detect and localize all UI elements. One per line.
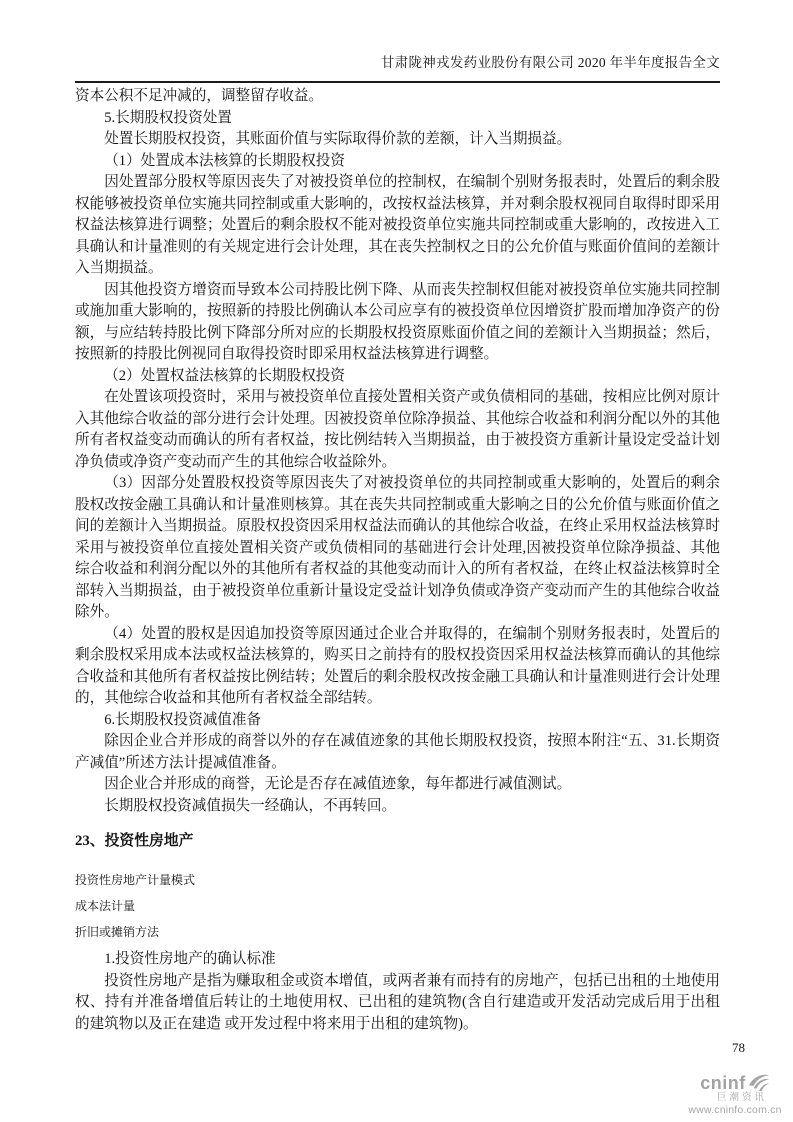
cost-method-label: 成本法计量 [75, 899, 136, 913]
cninfo-logo-watermark [680, 1074, 790, 1117]
depreciation-method-label: 折旧或摊销方法 [75, 925, 160, 939]
paragraph: 投资性房地产是指为赚取租金或资本增值，或两者兼有而持有的房地产，包括已出租的土地使用权、持有并准备增值后转让的土地使用权、已出租的建筑物(含自行建造或开发活动完成后用于出租的建筑物以及正在建造 或开发过程中将来用于出租的建筑物)。 [75, 972, 720, 1032]
paragraph: 因处置部分股权等原因丧失了对被投资单位的控制权，在编制个别财务报表时，处置后的剩余股权能够被投资单位实施共同控制或重大影响的，改按权益法核算，并对剩余股权视同自取得时即采用权益法核算进行调整；处置后的剩余股权不能对被投资单位实施共同控制或重大影响的，改按进入工具确认和计量准则的有关规定进行会计处理，其在丧失控制权之日的公允价值与账面价值间的差额计入当期损益。 [75, 174, 720, 276]
measurement-mode-label: 投资性房地产计量模式 [75, 873, 196, 887]
page-body [75, 86, 720, 1035]
cninfo-brand-text: cninf [700, 1073, 746, 1093]
paragraph: 因其他投资方增资而导致本公司持股比例下降、从而丧失控制权但能对被投资单位实施共同控制或施加重大影响的，按照新的持股比例确认本公司应享有的被投资单位因增资扩股而增加净资产的份额，与应结转持股比例下降部分所对应的长期股权投资原账面价值之间的差额计入当期损益；然后，按照新的持股比例视同自取得投资时即采用权益法核算进行调整。 [75, 281, 720, 362]
header-title: 甘肃陇神戎发药业股份有限公司 2020 年半年度报告全文 [75, 54, 720, 83]
subheading-6-impairment: 6.长期股权投资减值准备 [104, 711, 262, 728]
paragraph: 资本公积不足冲减的，调整留存收益。 [75, 88, 324, 104]
subheading-2-equity-method: （2）处置权益法核算的长期股权投资 [104, 367, 345, 384]
cninfo-swirl-icon [747, 1073, 770, 1092]
subheading-1-recognition: 1.投资性房地产的确认标准 [104, 951, 276, 967]
paragraph: （4）处置的股权是因追加投资等原因通过企业合并取得的，在编制个别财务报表时，处置后的剩余股权采用成本法或权益法核算的，购买日之前持有的股权投资因采用权益法核算而确认的其他综合收益和其他所有者权益按比例结转；处置后的剩余股权改按金融工具确认和计量准则进行会计处理的，其他综合收益和其他所有者权益全部结转。 [75, 625, 720, 706]
paragraph: 除因企业合并形成的商誉以外的存在减值迹象的其他长期股权投资，按照本附注“五、31.长期资产减值”所述方法计提减值准备。 [75, 733, 720, 771]
subheading-1-cost-method: （1）处置成本法核算的长期股权投资 [104, 152, 345, 169]
paragraph: 长期股权投资减值损失一经确认，不再转回。 [104, 797, 397, 814]
paragraph: 在处置该项投资时，采用与被投资单位直接处置相关资产或负债相同的基础，按相应比例对原计入其他综合收益的部分进行会计处理。因被投资单位除净损益、其他综合收益和利润分配以外的其他所有者权益变动而确认的所有者权益，按比例结转入当期损益，由于被投资方重新计量设定受益计划净负债或净资产变动而产生的其他综合收益除外。 [75, 389, 720, 470]
paragraph: 处置长期股权投资，其账面价值与实际取得价款的差额，计入当期损益。 [104, 131, 572, 147]
cninfo-chinese-name: 巨潮资讯 [716, 1092, 767, 1103]
page-header [75, 0, 720, 83]
cninfo-url: www.cninfo.com.cn [688, 1104, 782, 1116]
cninfo-brand-row [680, 1074, 790, 1092]
subheading-5-disposal: 5.长期股权投资处置 [104, 109, 232, 126]
section-heading-23-investment-property: 23、投资性房地产 [75, 833, 194, 849]
paragraph: （3）因部分处置股权投资等原因丧失了对被投资单位的共同控制或重大影响的，处置后的剩余股权改按金融工具确认和计量准则核算。其在丧失共同控制或重大影响之日的公允价值与账面价值之间的差额计入当期损益。原股权投资因采用权益法而确认的其他综合收益，在终止采用权益法核算时采用与被投资单位直接处置相关资产或负债相同的基础进行会计处理,因被投资单位除净损益、其他综合收益和利润分配以外的其他所有者权益的其他变动而计入的所有者权益，在终止权益法核算时全部转入当期损益，由于被投资单位重新计量设定受益计划净负债或净资产变动而产生的其他综合收益除外。 [75, 475, 720, 620]
page-number: 78 [732, 1040, 745, 1055]
paragraph: 因企业合并形成的商誉，无论是否存在减值迹象，每年都进行减值测试。 [104, 776, 572, 792]
